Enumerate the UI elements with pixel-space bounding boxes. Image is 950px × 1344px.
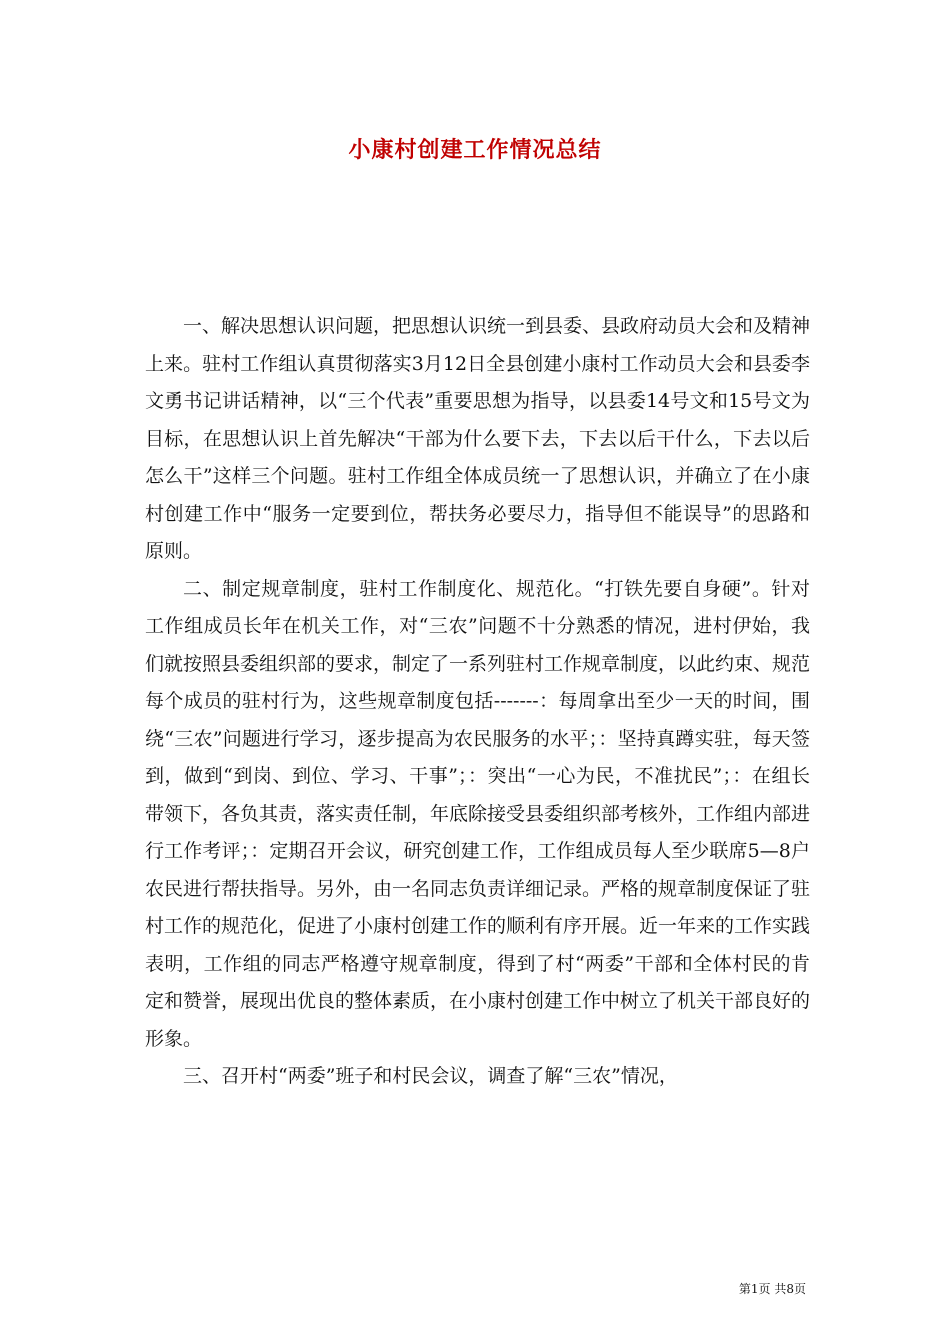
document-body xyxy=(145,308,810,1096)
document-title: 小康村创建工作情况总结 xyxy=(348,137,602,163)
paragraph-2: 二、制定规章制度，驻村工作制度化、规范化。“打铁先要自身硬”。针对工作组成员长年在机关工作，对“三农”问题不十分熟悉的情况，进村伊始，我们就按照县委组织部的要求，制定了一系列驻村工作规章制度，以此约束、规范每个成员的驻村行为，这些规章制度包括-------：每周拿出至少一天的时间，围绕“三农”问题进行学习，逐步提高为农民服务的水平；：坚持真蹲实驻，每天签到，做到“到岗、到位、学习、干事”；：突出“一心为民，不准扰民”；：在组长带领下，各负其责，落实责任制，年底除接受县委组织部考核外，工作组内部进行工作考评；：定期召开会议，研究创建工作，工作组成员每人至少联席5—8户农民进行帮扶指导。另外，由一名同志负责详细记录。严格的规章制度保证了驻村工作的规范化，促进了小康村创建工作的顺利有序开展。近一年来的工作实践表明，工作组的同志严格遵守规章制度，得到了村“两委”干部和全体村民的肯定和赞誉，展现出优良的整体素质，在小康村创建工作中树立了机关干部良好的形象。 xyxy=(145,577,811,1050)
paragraph-3: 三、召开村“两委”班子和村民会议，调查了解“三农”情况， xyxy=(183,1065,678,1087)
paragraph-1: 一、解决思想认识问题，把思想认识统一到县委、县政府动员大会和及精神上来。驻村工作组认真贯彻落实3月12日全县创建小康村工作动员大会和县委李文勇书记讲话精神，以“三个代表”重要思想为指导，以县委14号文和15号文为目标，在思想认识上首先解决“干部为什么要下去，下去以后干什么，下去以后怎么干”这样三个问题。驻村工作组全体成员统一了思想认识，并确立了在小康村创建工作中“服务一定要到位，帮扶务必要尽力，指导但不能误导”的思路和原则。 xyxy=(145,315,811,562)
page-number: 第1页 共8页 xyxy=(738,1282,806,1296)
